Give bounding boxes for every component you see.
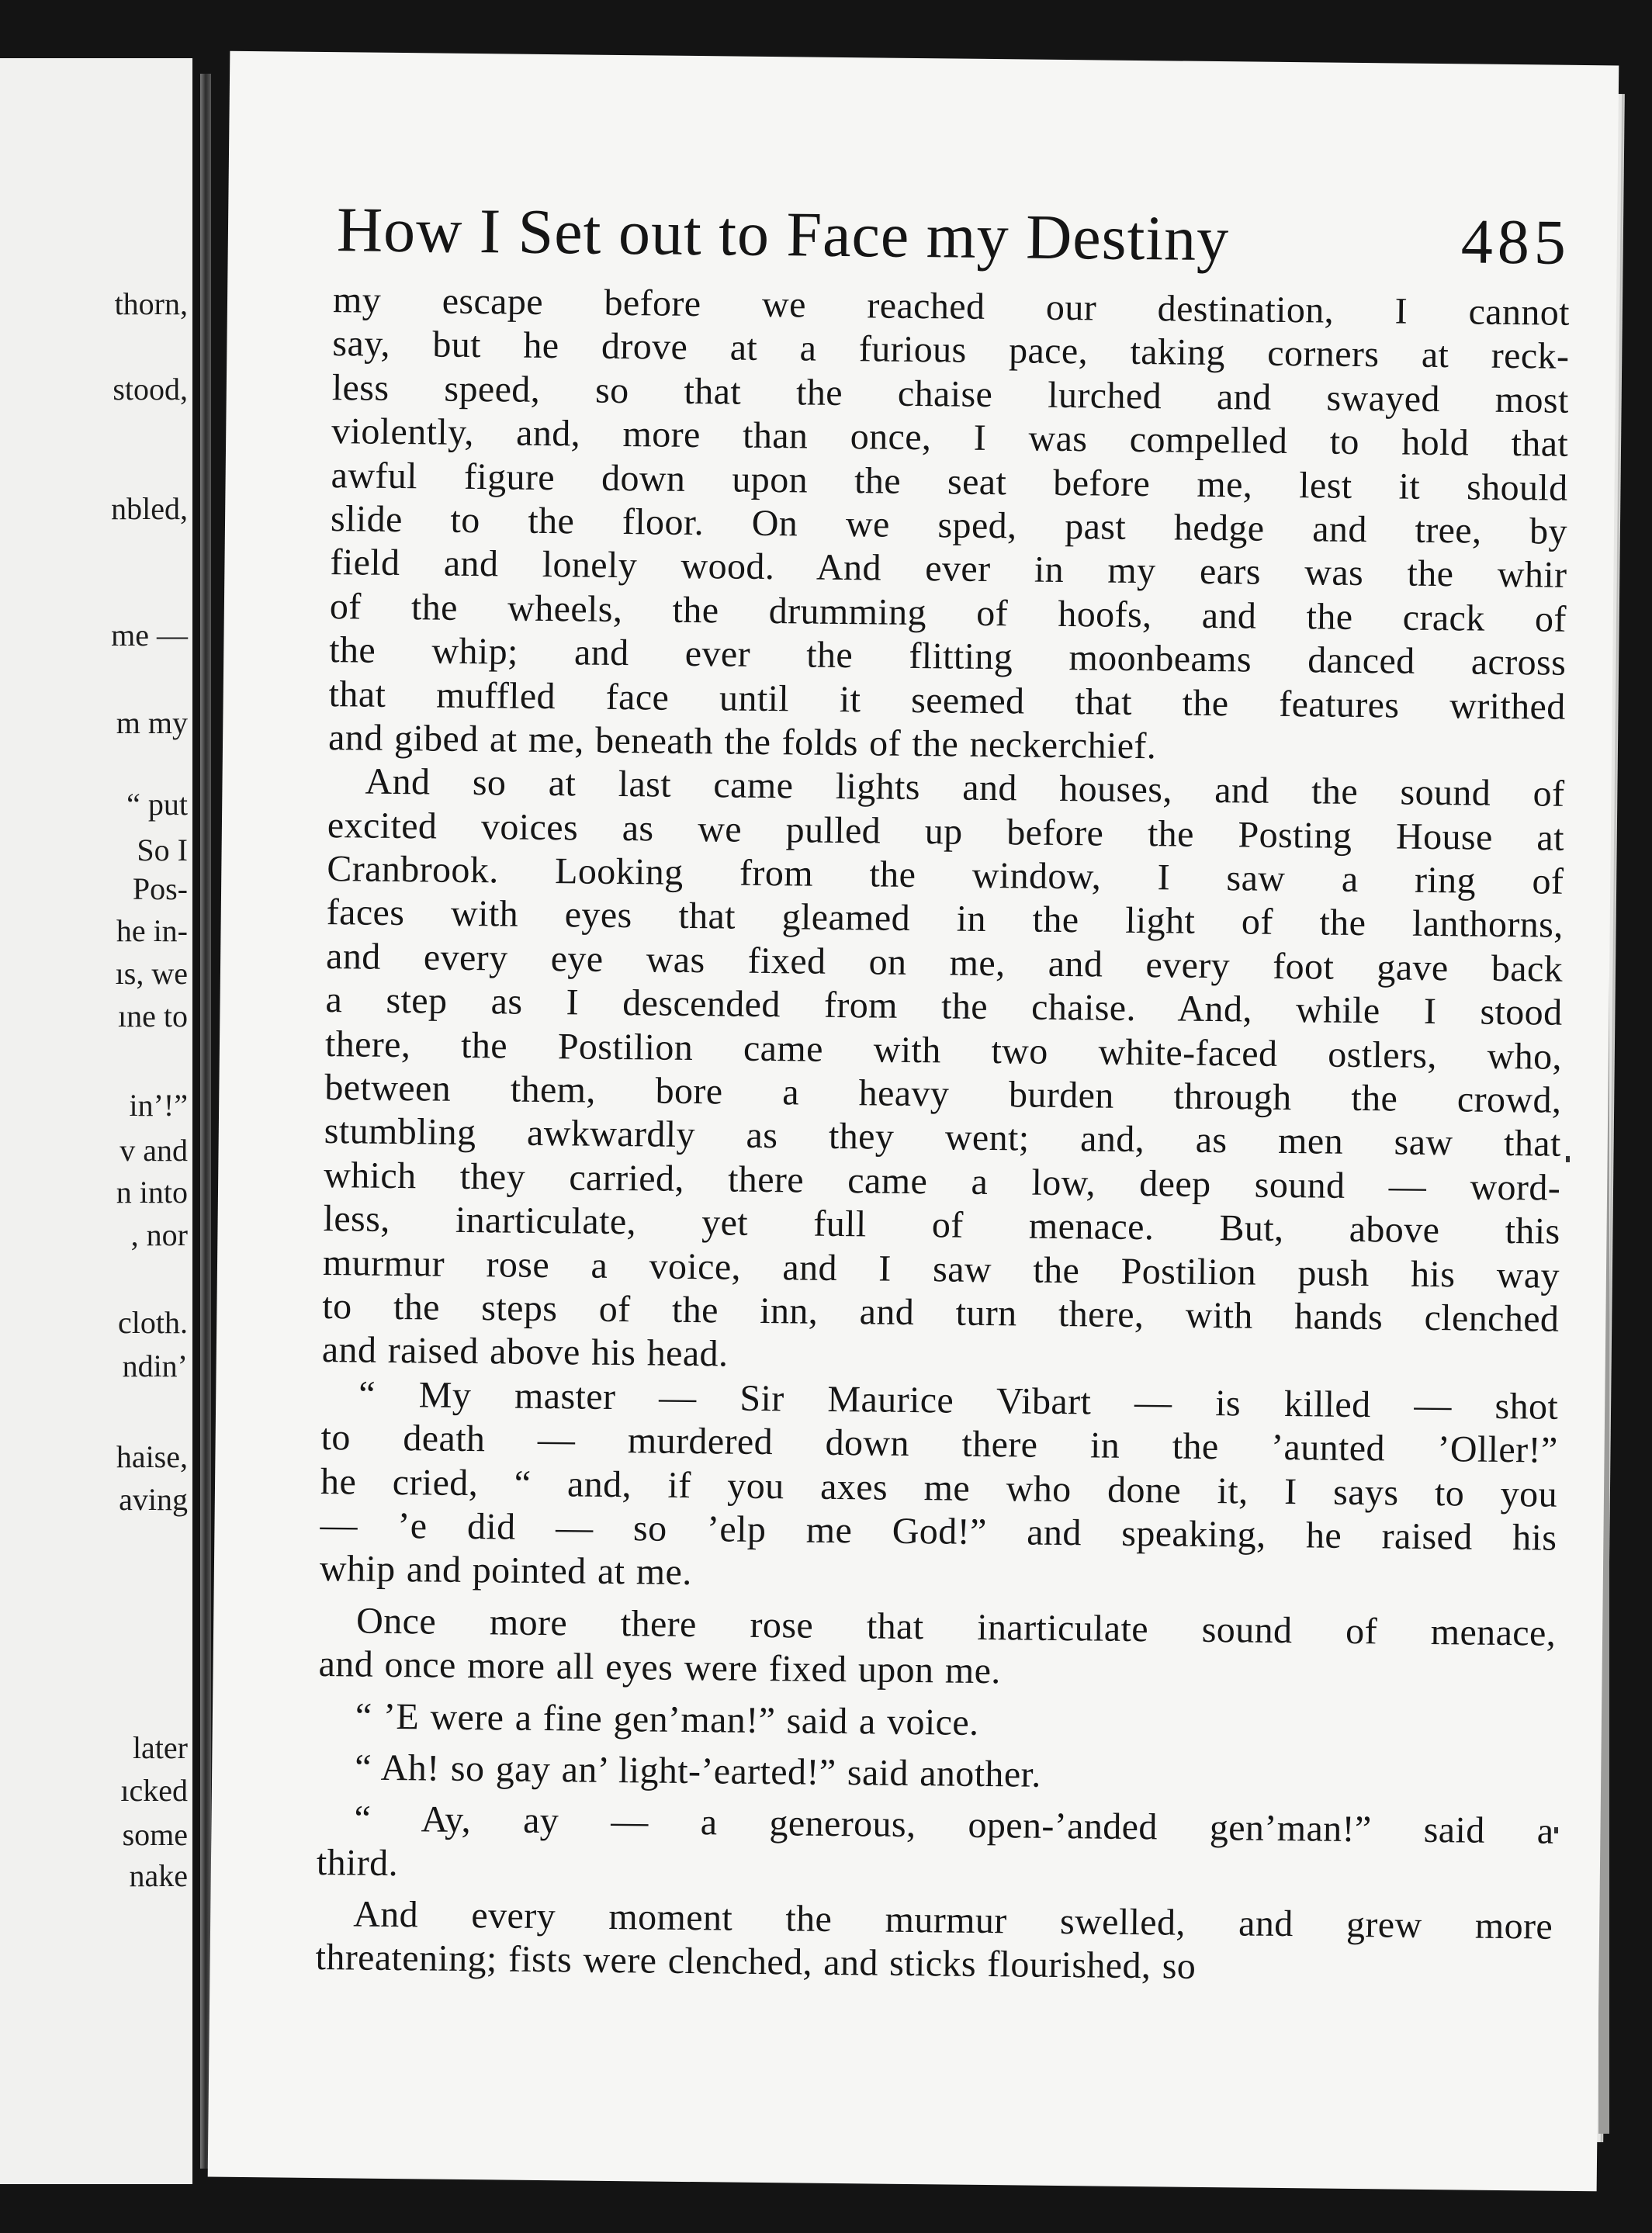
text-line: And so at last came lights and houses, and the sound of	[365, 760, 1565, 815]
book-gutter	[200, 74, 211, 2169]
text-line: field and lonely wood. And ever in my ears was the whir	[330, 542, 1567, 597]
left-page-fragment: aving	[119, 1482, 188, 1517]
text-line: to the steps of the inn, and turn there, with hands clenched	[322, 1286, 1560, 1340]
running-title: How I Set out to Face my Destiny	[336, 194, 1230, 275]
text-line: between them, bore a heavy burden through the crowd,	[324, 1067, 1562, 1121]
text-line: excited voices as we pulled up before the Posting House at	[327, 804, 1565, 859]
running-head	[336, 193, 1571, 292]
left-page-fragment: m my	[116, 705, 188, 740]
text-line: threatening; fists were clenched, and sticks flourished, so	[315, 1937, 1197, 1988]
left-page-fragment: n into	[116, 1175, 188, 1210]
text-line: and raised above his head.	[321, 1329, 729, 1375]
text-body	[315, 279, 1570, 1992]
left-page-fragment: he in-	[116, 913, 188, 948]
left-page-fragment: So I	[137, 833, 188, 867]
left-page-fragment: ıs, we	[115, 956, 188, 991]
text-line: “ Ay, ay — a generous, open-’anded gen’man!” said a	[354, 1798, 1554, 1852]
text-line: slide to the floor. On we sped, past hedge and tree, by	[330, 498, 1568, 552]
text-line: less speed, so that the chaise lurched and swayed most	[331, 366, 1570, 421]
left-page-fragment: nake	[129, 1858, 188, 1893]
text-line: to death — murdered down there in the ’aunted ’Oller!”	[320, 1417, 1558, 1471]
right-page	[208, 51, 1619, 2192]
text-line: faces with eyes that gleamed in the light of the lanthorns,	[326, 891, 1564, 947]
text-line: he cried, “ and, if you axes me who done it, I says to you	[320, 1460, 1558, 1515]
left-page	[0, 58, 192, 2184]
left-page-fragment: v and	[119, 1133, 188, 1168]
left-page-fragment: me —	[111, 618, 188, 653]
left-page-fragment: stood,	[113, 372, 188, 407]
edge-mark	[1554, 1827, 1558, 1833]
text-line: “ My master — Sir Maurice Vibart — is killed — shot	[358, 1373, 1559, 1428]
text-line: and once more all eyes were fixed upon me.	[318, 1643, 1002, 1692]
text-line: awful figure down upon the seat before me, lest it should	[331, 454, 1568, 509]
left-page-fragment: in’!”	[129, 1088, 188, 1123]
page-number: 485	[1460, 206, 1571, 278]
text-line: whip and pointed at me.	[319, 1548, 692, 1594]
left-page-fragment: “ put	[126, 787, 188, 822]
left-page-fragments	[0, 58, 192, 2184]
left-page-fragment: cloth.	[118, 1305, 188, 1340]
text-line: a step as I descended from the chaise. And, while I stood	[325, 979, 1563, 1034]
text-line: stumbling awkwardly as they went; and, as men saw that	[324, 1110, 1562, 1165]
text-line: — ’e did — so ’elp me God!” and speaking, he raised his	[320, 1504, 1557, 1559]
left-page-fragment: thorn,	[114, 286, 188, 321]
left-page-fragment: later	[132, 1730, 188, 1765]
text-line: the whip; and ever the flitting moonbeams danced across	[329, 629, 1567, 684]
edge-mark	[1566, 1156, 1570, 1162]
text-line: and gibed at me, beneath the folds of the neckerchief.	[327, 716, 1157, 767]
text-line: murmur rose a voice, and I saw the Postilion push his way	[322, 1241, 1560, 1297]
text-line: that muffled face until it seemed that the features writhed	[328, 673, 1566, 728]
text-line: “ Ah! so gay an’ light-’earted!” said another.	[354, 1747, 1041, 1795]
text-line: “ ’E were a fine gen’man!” said a voice.	[355, 1695, 979, 1743]
text-line: which they carried, there came a low, deep sound — word-	[323, 1154, 1561, 1209]
left-page-fragment: , nor	[130, 1217, 188, 1252]
left-page-fragment: nbled,	[111, 491, 188, 526]
text-line: there, the Postilion came with two white-faced ostlers, who,	[324, 1023, 1563, 1078]
text-line: of the wheels, the drumming of hoofs, and the crack of	[329, 585, 1567, 640]
text-line: third.	[316, 1841, 399, 1884]
text-line: my escape before we reached our destination, I cannot	[332, 279, 1571, 334]
text-line: And every moment the murmur swelled, and grew more	[352, 1893, 1553, 1947]
left-page-fragment: Pos-	[132, 871, 188, 906]
text-line: violently, and, more than once, I was compelled to hold that	[331, 410, 1569, 465]
text-line: Once more there rose that inarticulate sound of menace,	[355, 1600, 1557, 1654]
text-line: less, inarticulate, yet full of menace. But, above this	[323, 1198, 1560, 1252]
text-line: and every eye was fixed on me, and every foot gave back	[325, 935, 1564, 990]
left-page-fragment: ıcked	[120, 1773, 188, 1808]
left-page-fragment: ıne to	[118, 999, 188, 1033]
text-line: Cranbrook. Looking from the window, I saw a ring of	[327, 848, 1564, 902]
left-page-fragment: haise,	[116, 1439, 188, 1474]
text-line: say, but he drove at a furious pace, taking corners at reck-	[332, 323, 1570, 378]
left-page-fragment: ndin’	[122, 1348, 188, 1383]
left-page-fragment: some	[122, 1817, 188, 1852]
